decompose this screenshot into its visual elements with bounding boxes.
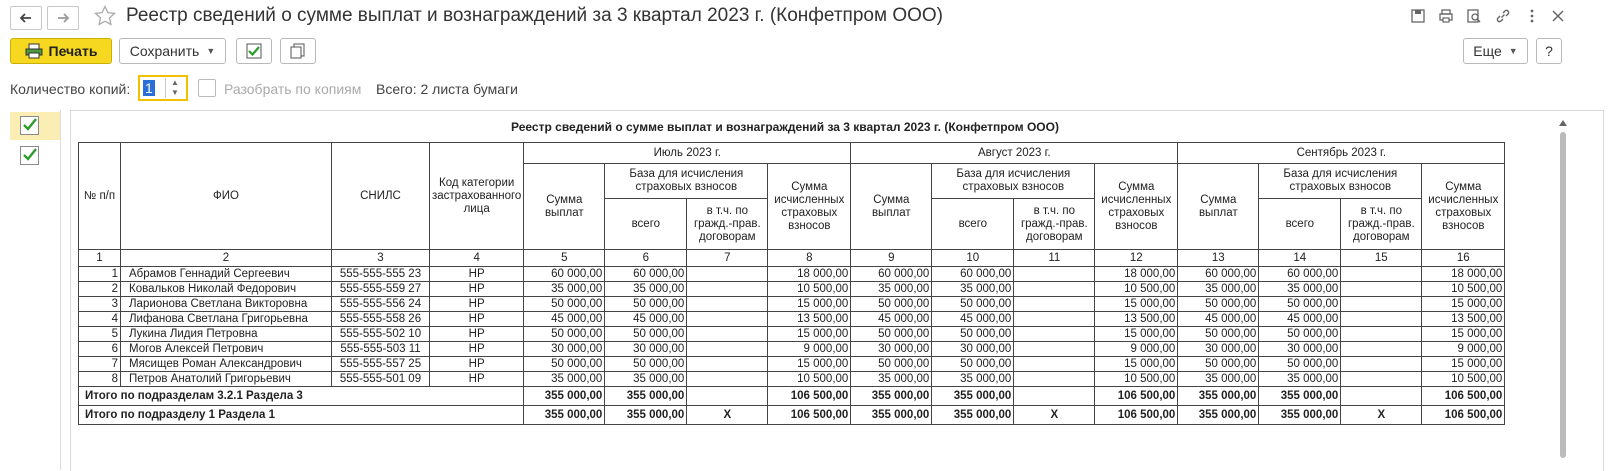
table-cell: 10 500,00 [768,372,851,387]
table-cell: 13 500,00 [1422,312,1505,327]
column-number: 10 [932,250,1014,267]
column-number: 6 [605,250,687,267]
table-cell [687,297,768,312]
table-cell: 50 000,00 [1259,357,1341,372]
column-number: 16 [1422,250,1505,267]
table-cell: 35 000,00 [851,372,932,387]
table-cell [1341,327,1422,342]
totals-cell: 355 000,00 [1178,406,1259,425]
table-cell: 18 000,00 [768,267,851,282]
column-number: 1 [79,250,121,267]
more-label: Еще [1473,43,1502,59]
header-sum-pay: Сумма выплат [524,164,605,250]
header-base-total: всего [1259,199,1341,250]
totals-cell: 355 000,00 [851,387,932,406]
table-cell: НР [430,297,524,312]
table-cell: 35 000,00 [605,372,687,387]
table-cell: 15 000,00 [1422,297,1505,312]
table-cell: 50 000,00 [605,297,687,312]
totals-cell: 355 000,00 [524,387,605,406]
print-icon [25,43,43,59]
back-button[interactable] [10,6,42,30]
table-cell: 35 000,00 [1178,282,1259,297]
header-base: База для исчисления страховых взносов [1259,164,1422,199]
vertical-scrollbar[interactable] [1558,118,1568,458]
total-sheets-label: Всего: 2 листа бумаги [376,81,518,97]
table-cell: 50 000,00 [1178,297,1259,312]
close-icon[interactable] [1550,8,1566,24]
table-cell: 13 500,00 [1095,312,1178,327]
table-cell: 5 [79,327,121,342]
table-row [79,372,1505,387]
column-number: 14 [1259,250,1341,267]
table-cell: 50 000,00 [932,297,1014,312]
table-cell: 555-555-502 10 [332,327,430,342]
table-cell: 50 000,00 [932,327,1014,342]
table-cell [1341,312,1422,327]
table-cell: 30 000,00 [1259,342,1341,357]
table-cell [1341,357,1422,372]
report-title: Реестр сведений о сумме выплат и вознаграждений за 3 квартал 2023 г. (Конфетпром ООО) [511,120,1059,134]
table-cell: 13 500,00 [768,312,851,327]
table-cell [1014,327,1095,342]
table-row [79,297,1505,312]
table-cell: 60 000,00 [605,267,687,282]
table-cell [687,312,768,327]
column-number: 2 [121,250,332,267]
table-cell: НР [430,312,524,327]
window-title: Реестр сведений о сумме выплат и вознаграждений за 3 квартал 2023 г. (Конфетпром ООО) [126,5,943,26]
table-cell: 555-555-558 26 [332,312,430,327]
table-cell: 15 000,00 [768,357,851,372]
totals-cell [687,387,768,406]
table-cell: 35 000,00 [524,282,605,297]
table-cell: 9 000,00 [1422,342,1505,357]
save-label: Сохранить [129,43,200,59]
table-cell: 30 000,00 [932,342,1014,357]
totals-row [79,387,1505,406]
column-number: 5 [524,250,605,267]
table-cell: 8 [79,372,121,387]
print-label: Печать [48,43,98,59]
column-number: 4 [430,250,524,267]
totals-cell: 355 000,00 [605,387,687,406]
table-cell: 30 000,00 [524,342,605,357]
table-cell: 15 000,00 [1095,357,1178,372]
table-cell [687,282,768,297]
table-cell [1341,282,1422,297]
table-cell: НР [430,267,524,282]
table-cell [687,342,768,357]
table-cell: 15 000,00 [1095,327,1178,342]
table-cell: НР [430,342,524,357]
header-base-total: всего [605,199,687,250]
header-base-civil: в т.ч. по гражд.-прав. договорам [687,199,768,250]
table-cell: Абрамов Геннадий Сергеевич [121,267,332,282]
header-snils: СНИЛС [332,143,430,250]
table-cell: Мясищев Роман Александрович [121,357,332,372]
table-cell: 6 [79,342,121,357]
table-cell [1341,372,1422,387]
table-cell: Лифанова Светлана Григорьевна [121,312,332,327]
table-cell: 50 000,00 [524,327,605,342]
table-cell: 60 000,00 [851,267,932,282]
table-cell: 35 000,00 [932,282,1014,297]
table-row [79,327,1505,342]
table-cell: 50 000,00 [851,357,932,372]
column-number: 7 [687,250,768,267]
table-cell: 555-555-556 24 [332,297,430,312]
registry-table [78,142,1505,425]
header-base: База для исчисления страховых взносов [605,164,768,199]
preview-icon[interactable] [1466,8,1482,24]
table-cell: 4 [79,312,121,327]
table-cell: 35 000,00 [851,282,932,297]
table-cell: 2 [79,282,121,297]
check-icon [22,117,38,133]
table-cell: 35 000,00 [605,282,687,297]
table-row [79,312,1505,327]
header-category-code: Код категории застрахованного лица [430,143,524,250]
table-cell: 35 000,00 [1259,282,1341,297]
table-cell: 45 000,00 [605,312,687,327]
check-icon [22,147,38,163]
table-cell: 555-555-555 23 [332,267,430,282]
table-cell: 50 000,00 [605,327,687,342]
table-cell: НР [430,282,524,297]
table-cell [1341,342,1422,357]
save-button[interactable] [119,38,226,64]
printer-icon[interactable] [1438,8,1454,24]
table-cell: 15 000,00 [768,297,851,312]
copies-label: Количество копий: [10,81,131,97]
table-cell [1014,267,1095,282]
header-base: База для исчисления страховых взносов [932,164,1095,199]
table-cell: 50 000,00 [851,327,932,342]
header-contrib: Сумма исчисленных страховых взносов [1095,164,1178,250]
totals-cell [1014,387,1095,406]
table-cell: 18 000,00 [1422,267,1505,282]
table-cell [1341,267,1422,282]
totals-label: Итого по подразделу 1 Раздела 1 [79,406,524,425]
help-label: ? [1545,43,1553,59]
header-base-civil: в т.ч. по гражд.-прав. договорам [1014,199,1095,250]
help-button[interactable] [1536,38,1562,64]
collate-label: Разобрать по копиям [224,81,362,97]
table-cell: 50 000,00 [1178,327,1259,342]
table-cell: Лукина Лидия Петровна [121,327,332,342]
print-button[interactable] [10,38,112,64]
column-number: 11 [1014,250,1095,267]
table-cell [687,372,768,387]
column-number: 15 [1341,250,1422,267]
table-cell: 555-555-503 11 [332,342,430,357]
chevron-down-icon: ▼ [1508,46,1518,56]
table-cell: 50 000,00 [851,297,932,312]
chevron-down-icon: ▼ [206,46,216,56]
totals-row [79,406,1505,425]
table-cell [1014,312,1095,327]
column-numbers-row [79,250,1505,267]
totals-cell: 106 500,00 [1095,387,1178,406]
table-cell: 30 000,00 [605,342,687,357]
table-cell: 15 000,00 [768,327,851,342]
header-contrib: Сумма исчисленных страховых взносов [768,164,851,250]
header-fio: ФИО [121,143,332,250]
check-document-button[interactable] [236,38,272,64]
table-cell: 50 000,00 [1259,297,1341,312]
header-sum-pay: Сумма выплат [851,164,932,250]
table-row [79,267,1505,282]
table-cell: 30 000,00 [1178,342,1259,357]
table-cell: 35 000,00 [1259,372,1341,387]
table-cell [1014,342,1095,357]
table-cell: 50 000,00 [1178,357,1259,372]
table-cell: 45 000,00 [932,312,1014,327]
table-cell: 10 500,00 [1095,282,1178,297]
table-cell: 3 [79,297,121,312]
table-cell: 45 000,00 [1259,312,1341,327]
arrow-right-icon [56,11,70,25]
table-cell: 18 000,00 [1095,267,1178,282]
table-cell: 10 500,00 [1422,372,1505,387]
totals-cell: 106 500,00 [1422,387,1505,406]
table-cell: 45 000,00 [851,312,932,327]
column-number: 13 [1178,250,1259,267]
header-base-total: всего [932,199,1014,250]
totals-cell [1341,387,1422,406]
table-row [79,342,1505,357]
header-month-3: Сентябрь 2023 г. [1178,143,1505,164]
header-contrib: Сумма исчисленных страховых взносов [1422,164,1505,250]
table-cell [1014,357,1095,372]
table-cell: 60 000,00 [1259,267,1341,282]
table-cell: НР [430,372,524,387]
document-checkbox-2[interactable] [20,146,39,165]
save-file-icon[interactable] [1410,8,1426,24]
spinner-icon[interactable]: ▲ ▼ [165,78,184,98]
collate-checkbox[interactable] [198,79,216,97]
table-cell: Петров Анатолий Григорьевич [121,372,332,387]
table-cell: 15 000,00 [1422,357,1505,372]
header-num: № п/п [79,143,121,250]
table-cell: 35 000,00 [932,372,1014,387]
table-cell: 555-555-501 09 [332,372,430,387]
totals-cell: 355 000,00 [524,406,605,425]
copy-button[interactable] [280,38,316,64]
table-cell: 50 000,00 [524,357,605,372]
table-cell: 10 500,00 [768,282,851,297]
column-number: 8 [768,250,851,267]
forward-button[interactable] [47,6,79,30]
totals-cell: 355 000,00 [1259,406,1341,425]
totals-cell: 355 000,00 [605,406,687,425]
totals-cell: X [687,406,768,425]
table-cell: 9 000,00 [768,342,851,357]
totals-cell: 355 000,00 [851,406,932,425]
table-cell: 50 000,00 [524,297,605,312]
link-icon[interactable] [1495,8,1511,24]
table-cell [687,327,768,342]
totals-cell: 106 500,00 [1095,406,1178,425]
totals-cell: 355 000,00 [932,387,1014,406]
column-number: 12 [1095,250,1178,267]
table-row [79,282,1505,297]
table-cell: 35 000,00 [1178,372,1259,387]
table-cell: 50 000,00 [1259,327,1341,342]
document-checkbox-1[interactable] [20,116,39,135]
totals-cell: 106 500,00 [768,406,851,425]
table-cell: 15 000,00 [1422,327,1505,342]
more-vertical-icon[interactable] [1524,8,1540,24]
header-sum-pay: Сумма выплат [1178,164,1259,250]
copy-icon [289,42,307,60]
totals-label: Итого по подразделам 3.2.1 Раздела 3 [79,387,524,406]
copies-value: 1 [145,80,153,96]
more-button[interactable] [1463,38,1528,64]
table-cell: 60 000,00 [524,267,605,282]
table-cell [1014,297,1095,312]
table-cell: 7 [79,357,121,372]
table-cell: 10 500,00 [1095,372,1178,387]
table-cell: 50 000,00 [932,357,1014,372]
table-row [79,357,1505,372]
table-cell: 1 [79,267,121,282]
table-cell: 10 500,00 [1422,282,1505,297]
table-cell: 60 000,00 [932,267,1014,282]
header-month-1: Июль 2023 г. [524,143,851,164]
checkbox-check-icon [245,42,263,60]
arrow-left-icon [19,11,33,25]
column-number: 3 [332,250,430,267]
table-cell [1014,372,1095,387]
table-cell: 45 000,00 [1178,312,1259,327]
table-cell: Ковальков Николай Федорович [121,282,332,297]
totals-cell: 106 500,00 [768,387,851,406]
table-cell [687,267,768,282]
table-cell: 35 000,00 [524,372,605,387]
table-cell: 60 000,00 [1178,267,1259,282]
totals-cell: X [1014,406,1095,425]
star-icon[interactable] [93,4,117,28]
table-cell [1341,297,1422,312]
totals-cell: X [1341,406,1422,425]
table-cell: 50 000,00 [605,357,687,372]
table-cell: Могов Алексей Петрович [121,342,332,357]
table-cell: 45 000,00 [524,312,605,327]
totals-cell: 355 000,00 [932,406,1014,425]
table-cell: 15 000,00 [1095,297,1178,312]
totals-cell: 355 000,00 [1178,387,1259,406]
table-cell [1014,282,1095,297]
table-cell: 30 000,00 [851,342,932,357]
table-cell: Ларионова Светлана Викторовна [121,297,332,312]
table-cell: НР [430,357,524,372]
header-month-2: Август 2023 г. [851,143,1178,164]
totals-cell: 106 500,00 [1422,406,1505,425]
table-cell: НР [430,327,524,342]
totals-cell: 355 000,00 [1259,387,1341,406]
table-cell: 555-555-557 25 [332,357,430,372]
table-cell: 9 000,00 [1095,342,1178,357]
table-cell [687,357,768,372]
table-cell: 555-555-559 27 [332,282,430,297]
copies-input[interactable] [138,75,188,101]
column-number: 9 [851,250,932,267]
header-base-civil: в т.ч. по гражд.-прав. договорам [1341,199,1422,250]
